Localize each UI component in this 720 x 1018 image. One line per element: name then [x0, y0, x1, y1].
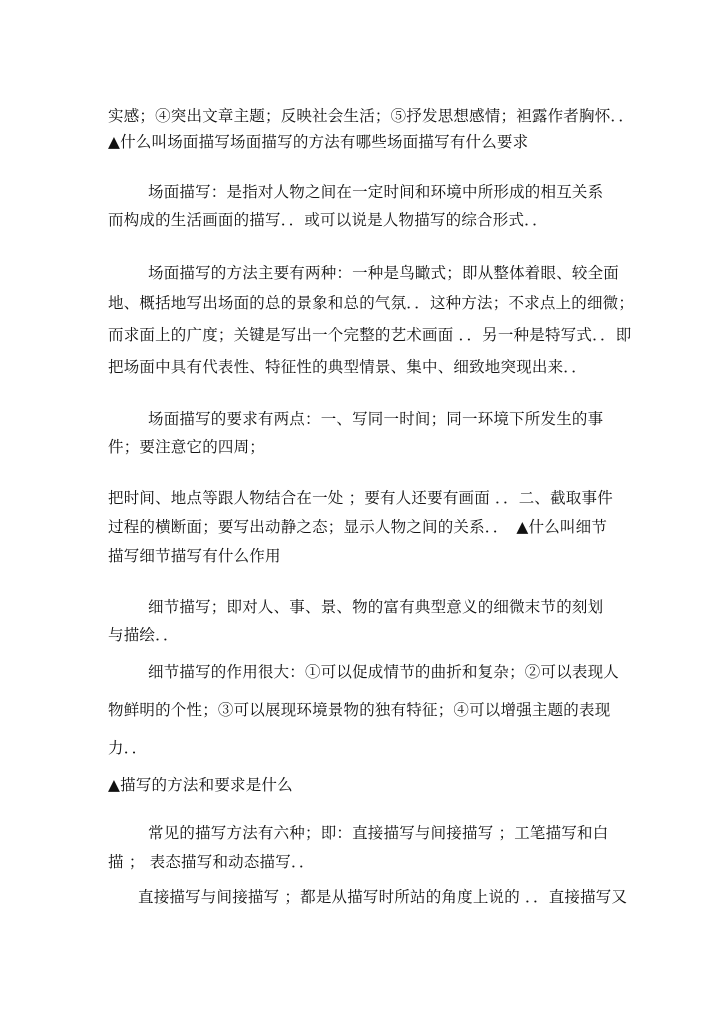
text-line: 与描绘．．	[108, 626, 179, 644]
text-line: 常见的描写方法有六种；即：直接描写与间接描写 ；工笔描写和白	[148, 824, 609, 842]
text-line: 场面描写的要求有两点：一、写同一时间；同一环境下所发生的事	[148, 410, 604, 428]
text-line: 场面描写：是指对人物之间在一定时间和环境中所形成的相互关系	[148, 183, 604, 201]
text-line: 物鲜明的个性；③可以展现环境景物的独有特征；④可以增强主题的表现	[108, 701, 611, 719]
text-line: 直接描写与间接描写 ；都是从描写时所站的角度上说的 ．．直接描写又	[138, 888, 628, 906]
text-line: 而求面上的广度；关键是写出一个完整的艺术画面 ．．另一种是特写式．．即	[108, 326, 632, 344]
text-line: 把场面中具有代表性、特征性的典型情景、集中、细致地突现出来．．	[108, 358, 587, 376]
text-line: 细节描写的作用很大：①可以促成情节的曲折和复杂；②可以表现人	[148, 663, 620, 681]
text-line: 实感；④突出文章主题；反映社会生活；⑤抒发思想感情；袒露作者胸怀．．	[108, 107, 635, 125]
text-line: 件；要注意它的四周；	[108, 438, 266, 456]
text-line: 把时间、地点等跟人物结合在一处 ；要有人还要有画面 ．．二、截取事件	[108, 489, 613, 507]
section-heading: ▲描写的方法和要求是什么	[108, 776, 293, 794]
text-line: 场面描写的方法主要有两种：一种是鸟瞰式；即从整体着眼、较全面	[148, 264, 620, 282]
text-line: 过程的横断面；要写出动静之态；显示人物之间的关系．． ▲什么叫细节	[108, 518, 608, 536]
text-line: 而构成的生活画面的描写．．或可以说是人物描写的综合形式．．	[108, 211, 548, 229]
text-line: 细节描写；即对人、事、景、物的富有典型意义的细微末节的刻划	[148, 598, 604, 616]
section-heading: ▲什么叫场面描写场面描写的方法有哪些场面描写有什么要求	[108, 133, 529, 151]
text-line: 力．．	[108, 739, 148, 757]
section-heading: 描写细节描写有什么作用	[108, 547, 281, 565]
text-line: 描 ； 表态描写和动态描写．．	[108, 853, 315, 871]
text-line: 地、概括地写出场面的总的景象和总的气氛．．这种方法；不求点上的细微；	[108, 294, 635, 312]
